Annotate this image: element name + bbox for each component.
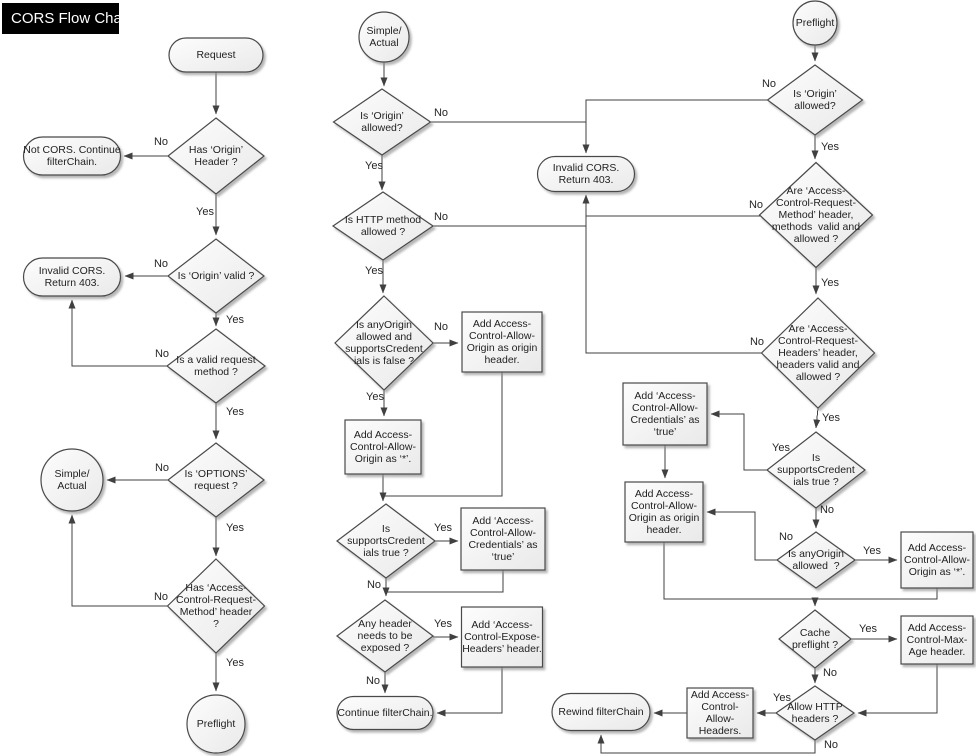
connector-label-exposed-no: No (365, 675, 381, 687)
add-max-age (901, 616, 973, 664)
is-origin-valid (168, 239, 264, 313)
not-cors-continue (24, 137, 121, 175)
connector-label-acrm-header-no: No (153, 591, 169, 603)
add-acao-star-mid-label: Add Access- Control-Allow- Origin as ‘*’. (350, 429, 416, 465)
connector-label-anyorigin-false-yes: Yes (366, 391, 384, 403)
connector-label-allow-http-no: No (823, 739, 839, 751)
is-valid-request-method (167, 329, 265, 403)
connector-label-http-method-yes: Yes (365, 265, 383, 277)
connector-supportscred-right-yes (711, 414, 767, 470)
invalid-cors-mid-label: Invalid CORS. Return 403. (552, 162, 620, 186)
connector-label-valid-method-no: No (154, 348, 170, 360)
add-acao-origin-header-right-label: Add Access- Control-Allow- Origin as origin header. (628, 488, 700, 536)
has-origin-header (168, 118, 264, 194)
add-acao-origin-header-right (625, 482, 703, 542)
acrm-valid-allowed (760, 163, 873, 268)
is-http-method-allowed (333, 192, 433, 260)
connector-label-supportscred-right-no: No (819, 504, 835, 516)
add-acac-true-right-label: Add ‘Access- Control-Allow- Credentials’ as ‘true’ (630, 390, 700, 438)
connector-label-allow-http-yes: Yes (773, 692, 791, 704)
invalid-cors-left-label: Invalid CORS. Return 403. (38, 265, 106, 289)
acrm-valid-allowed-label: Are ‘Access- Control-Request- Method’ header, methods valid and allowed ? (771, 185, 861, 245)
connector-label-origin-allowed-mid-no: No (433, 107, 449, 119)
rewind-filterchain-label: Rewind filterChain (558, 706, 644, 718)
simple-actual-left-label: Simple/ Actual (54, 468, 90, 492)
connector-label-acrm-valid-yes: Yes (821, 277, 839, 289)
is-http-method-allowed-label: Is HTTP method allowed ? (344, 214, 422, 238)
connector-label-has-origin-no: No (153, 136, 169, 148)
connector-label-acrm-valid-no: No (748, 199, 764, 211)
is-origin-valid-label: Is ‘Origin’ valid ? (177, 270, 255, 282)
connector-acrm-header-no (72, 515, 167, 606)
chart-title: CORS Flow Chart (2, 3, 119, 34)
has-acrm-header-label: Has ‘Access- Control-Request- Method’ header ? (176, 582, 256, 630)
connector-label-acrh-valid-yes: Yes (822, 412, 840, 424)
simple-actual-mid-label: Simple/ Actual (366, 25, 402, 49)
connector-origin-allowed-right-no (586, 100, 768, 153)
connector-label-anyorigin-right-yes: Yes (863, 545, 881, 557)
preflight-left (187, 695, 245, 753)
connector-label-origin-allowed-right-no: No (761, 78, 777, 90)
is-supportscred-true-mid (337, 504, 435, 578)
is-anyorigin-allowed-right-label: Is anyOrigin allowed ? (787, 548, 845, 572)
add-acac-true-mid-label: Add ‘Access- Control-Allow- Credentials’ as ‘true’ (468, 515, 538, 563)
is-options-request-label: Is ‘OPTIONS’ request ? (184, 468, 248, 492)
connector-max-age-down (858, 664, 937, 713)
add-acac-true-mid (461, 508, 545, 570)
is-anyorigin-supportscred-false (335, 296, 433, 390)
connector-label-cache-no: No (822, 667, 838, 679)
connector-expose-headers-down (437, 667, 502, 713)
connector-label-valid-method-yes: Yes (226, 406, 244, 418)
connector-label-anyorigin-right-no: No (778, 531, 794, 543)
add-acao-star-right (901, 532, 973, 588)
is-origin-allowed-right-label: Is ‘Origin’ allowed? (793, 88, 837, 112)
continue-filterchain-label: Continue filterChain. (337, 707, 433, 719)
request-label: Request (196, 49, 236, 61)
is-anyorigin-supportscred-false-label: Is anyOrigin allowed and supportsCredent ials is false ? (345, 319, 423, 367)
connector-label-cache-yes: Yes (859, 623, 877, 635)
allow-http-headers (776, 686, 854, 740)
simple-actual-mid (359, 12, 409, 62)
add-acac-true-right (623, 383, 707, 445)
add-allow-headers-label: Add Access- Control- Allow- Headers. (690, 689, 750, 737)
connector-label-exposed-yes: Yes (434, 618, 452, 630)
is-supportscred-true-mid-label: Is supportsCredent ials true ? (347, 523, 425, 559)
preflight-left-label: Preflight (196, 718, 236, 730)
connector-label-options-no: No (154, 462, 170, 474)
connector-label-http-method-no: No (433, 211, 449, 223)
connector-label-supportscred-right-yes: Yes (772, 442, 790, 454)
add-allow-headers (687, 688, 753, 738)
add-expose-headers (462, 607, 543, 667)
not-cors-continue-label: Not CORS. Continue filterChain. (23, 144, 121, 168)
connector-label-acrm-header-yes: Yes (226, 657, 244, 669)
add-acao-origin-header-mid-label: Add Access- Control-Allow- Origin as origin header. (466, 318, 538, 366)
add-max-age-label: Add Access- Control-Max- Age header. (906, 622, 968, 658)
invalid-cors-left (24, 258, 121, 296)
cache-preflight-label: Cache preflight ? (791, 627, 839, 651)
connector-label-options-yes: Yes (226, 522, 244, 534)
add-expose-headers-label: Add ‘Access- Control-Expose- Headers’ header. (462, 619, 542, 655)
any-header-exposed (337, 600, 433, 672)
is-anyorigin-allowed-right (777, 532, 855, 588)
connector-label-origin-valid-no: No (153, 258, 169, 270)
simple-actual-left (41, 449, 103, 511)
acrh-valid-allowed (762, 298, 875, 408)
connector-label-origin-valid-yes: Yes (226, 314, 244, 326)
connector-acac-mid-down (386, 570, 503, 592)
cache-preflight (779, 610, 851, 668)
connector-label-origin-allowed-mid-yes: Yes (365, 160, 383, 172)
add-acao-star-right-label: Add Access- Control-Allow- Origin as ‘*’. (904, 542, 970, 578)
add-acao-star-mid (345, 420, 421, 474)
is-origin-allowed-mid-label: Is ‘Origin’ allowed? (360, 110, 404, 134)
connector-acrh-valid-yes (816, 408, 818, 428)
invalid-cors-mid (538, 157, 635, 192)
rewind-filterchain (552, 694, 650, 731)
is-supportscred-true-right (767, 432, 865, 508)
connector-label-supportscred-mid-yes: Yes (434, 522, 452, 534)
acrh-valid-allowed-label: Are ‘Access- Control-Request- Headers’ header, headers valid and allowed ? (776, 323, 860, 383)
connector-acrh-valid-no (586, 195, 765, 353)
connector-acao-star-right-down (815, 588, 937, 599)
preflight-right-label: Preflight (795, 17, 835, 29)
has-origin-header-label: Has ‘Origin’ Header ? (188, 144, 244, 168)
allow-http-headers-label: Allow HTTP headers ? (787, 701, 843, 725)
connector-label-anyorigin-false-no: No (433, 321, 449, 333)
is-supportscred-true-right-label: Is supportsCredent ials true ? (777, 452, 855, 488)
is-origin-allowed-right (768, 65, 863, 135)
add-acao-origin-header-mid (462, 312, 542, 372)
request (169, 38, 263, 72)
any-header-exposed-label: Any header needs to be exposed ? (357, 618, 413, 654)
connector-anyorigin-right-no (707, 512, 777, 560)
has-acrm-header (168, 559, 265, 653)
is-valid-request-method-label: Is a valid request method ? (176, 354, 256, 378)
preflight-right (793, 1, 837, 45)
is-origin-allowed-mid (334, 89, 431, 155)
continue-filterchain (337, 697, 433, 730)
connector-valid-method-no (72, 300, 170, 366)
connector-label-supportscred-mid-no: No (366, 579, 382, 591)
connector-label-origin-allowed-right-yes: Yes (821, 141, 839, 153)
is-options-request (168, 443, 264, 517)
connector-label-acrh-valid-no: No (749, 336, 765, 348)
connector-label-has-origin-yes: Yes (196, 206, 214, 218)
